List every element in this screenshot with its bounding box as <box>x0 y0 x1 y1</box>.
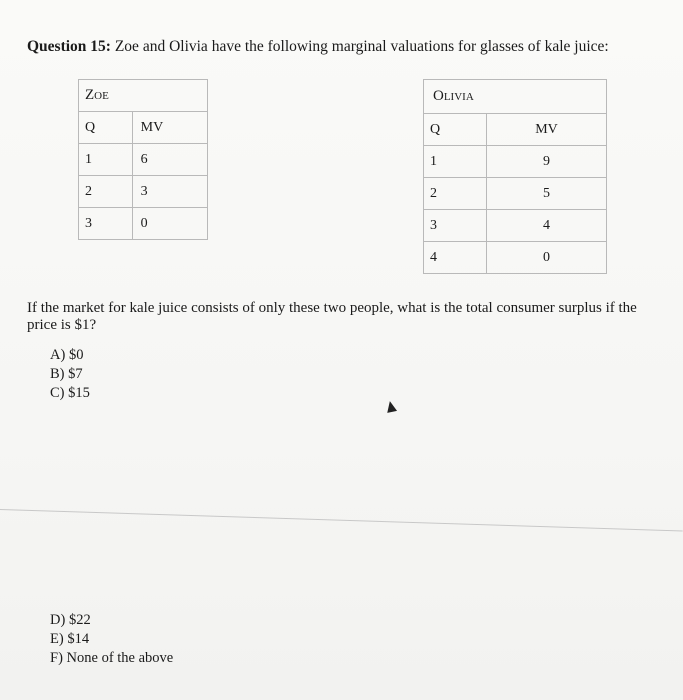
answer-choice-f <box>50 649 173 668</box>
table-row <box>79 176 208 208</box>
cell-q: 3 <box>424 210 487 242</box>
table-row <box>424 242 607 274</box>
table-title-row <box>424 80 607 114</box>
choice-text: $7 <box>68 366 83 382</box>
cell-q: 2 <box>424 178 487 210</box>
table-row <box>424 210 607 242</box>
question-number: Question 15: <box>27 38 111 55</box>
column-header-q: Q <box>79 112 133 144</box>
mouse-pointer-icon <box>385 400 397 413</box>
choice-letter: C) <box>50 385 65 401</box>
table-header-row <box>79 112 208 144</box>
column-header-mv: MV <box>132 112 207 144</box>
choice-letter: F) <box>50 650 63 666</box>
cell-mv: 4 <box>487 210 607 242</box>
table-row <box>79 144 208 176</box>
choice-text: $14 <box>67 631 90 647</box>
cell-q: 4 <box>424 242 487 274</box>
table-row <box>79 208 208 240</box>
cell-q: 1 <box>424 146 487 178</box>
choice-letter: E) <box>50 631 64 647</box>
cell-q: 1 <box>79 144 133 176</box>
cell-q: 2 <box>79 176 133 208</box>
cell-mv: 0 <box>487 242 607 274</box>
question-text: Zoe and Olivia have the following marginal valuations for glasses of kale juice: <box>114 38 609 55</box>
cell-mv: 6 <box>132 144 207 176</box>
answer-choices-group-continued <box>50 611 173 668</box>
column-header-mv: MV <box>487 114 607 146</box>
question-heading <box>27 37 667 57</box>
olivia-valuation-table <box>423 79 607 274</box>
choice-text: $22 <box>68 612 91 628</box>
cell-mv: 9 <box>487 146 607 178</box>
choice-letter: D) <box>50 612 66 628</box>
choice-text: None of the above <box>66 650 174 666</box>
cell-mv: 3 <box>132 176 207 208</box>
table-row <box>424 146 607 178</box>
answer-choice-b <box>50 365 90 384</box>
table-title-row <box>79 80 208 112</box>
answer-choice-e <box>50 630 173 649</box>
answer-choice-c <box>50 384 90 403</box>
table-row <box>424 178 607 210</box>
answer-choices-group <box>50 346 90 403</box>
choice-letter: B) <box>50 366 65 382</box>
question-prompt: If the market for kale juice consists of only these two people, what is the total consumer surplus if the price is $1? <box>27 300 637 333</box>
cell-q: 3 <box>79 208 133 240</box>
answer-choice-a <box>50 346 90 365</box>
cell-mv: 5 <box>487 178 607 210</box>
table-header-row <box>424 114 607 146</box>
column-header-q: Q <box>424 114 487 146</box>
zoe-table-title: Zoe <box>79 80 208 112</box>
page-fold-divider <box>0 509 683 531</box>
cell-mv: 0 <box>132 208 207 240</box>
olivia-table-title: Olivia <box>424 80 607 114</box>
answer-choice-d <box>50 611 173 630</box>
zoe-valuation-table <box>78 79 208 240</box>
choice-text: $0 <box>68 347 84 363</box>
choice-letter: A) <box>50 347 66 363</box>
choice-text: $15 <box>68 385 90 401</box>
